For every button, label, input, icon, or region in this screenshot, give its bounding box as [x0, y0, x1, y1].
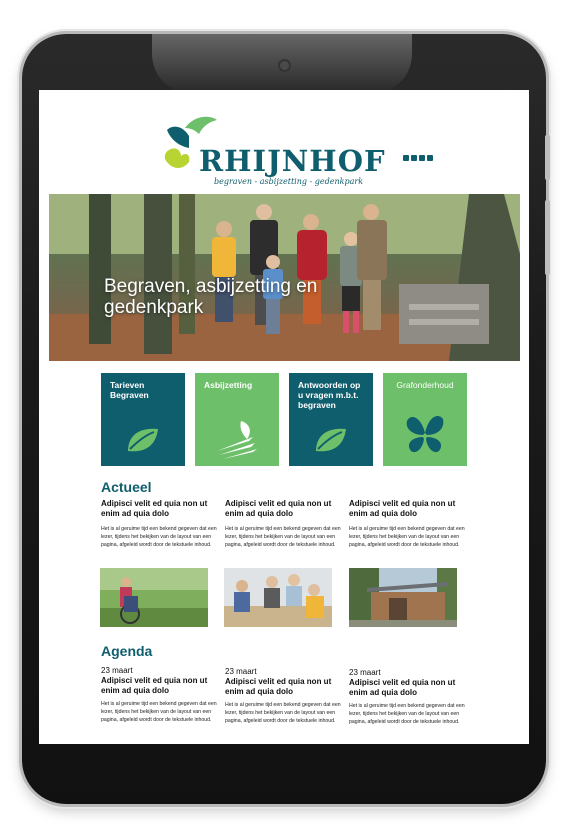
facebook-icon[interactable] — [403, 155, 409, 161]
leaf-icon — [126, 425, 160, 455]
news-photo-meeting[interactable] — [224, 568, 332, 627]
linkedin-icon[interactable] — [419, 155, 425, 161]
social-links — [403, 155, 433, 161]
agenda-title: Adipisci velit ed quia non ut enim ad quia dolo — [101, 676, 208, 695]
tile-asbijzetting[interactable] — [195, 373, 279, 466]
news-photo-wheelchair[interactable] — [100, 568, 208, 627]
tile-label: Tarieven Begraven — [110, 380, 149, 400]
leaf-icon — [314, 425, 348, 455]
tile-label: Grafonderhoud — [396, 380, 454, 390]
agenda-heading: Agenda — [101, 643, 153, 659]
hero-banner — [49, 194, 520, 361]
news-title: Adipisci velit ed quia non ut enim ad quia dolo — [101, 499, 208, 518]
hero-title: Begraven, asbijzetting en gedenkpark — [104, 276, 318, 318]
news-item[interactable] — [101, 499, 219, 549]
logo-wordmark: RHIJNHOF — [199, 144, 386, 178]
tile-tarieven-begraven[interactable] — [101, 373, 185, 466]
agenda-body: Het is al geruime tijd een bekend gegeven dat een lezer, tijdens het bekijken van de layout van een pagina, afgeleid wordt door de tekstuele inhoud. — [101, 701, 217, 723]
butterfly-icon — [403, 413, 447, 455]
agenda-title: Adipisci velit ed quia non ut enim ad quia dolo — [349, 678, 456, 697]
agenda-date: 23 maart — [225, 667, 257, 676]
news-body: Het is al geruime tijd een bekend gegeven dat een lezer, tijdens het bekijken van de layout van een pagina, afgeleid wordt door de tekstuele inhoud. — [349, 526, 465, 548]
agenda-item[interactable] — [225, 667, 343, 725]
news-item[interactable] — [349, 499, 467, 549]
news-body: Het is al geruime tijd een bekend gegeven dat een lezer, tijdens het bekijken van de layout van een pagina, afgeleid wordt door de tekstuele inhoud. — [101, 526, 217, 548]
tile-label: Asbijzetting — [204, 380, 253, 390]
news-item[interactable] — [225, 499, 343, 549]
agenda-date: 23 maart — [101, 666, 133, 675]
site-logo[interactable] — [159, 110, 386, 190]
actueel-heading: Actueel — [101, 479, 152, 495]
twitter-icon[interactable] — [427, 155, 433, 161]
volume-button — [545, 135, 550, 180]
agenda-date: 23 maart — [349, 668, 381, 677]
news-photo-building[interactable] — [349, 568, 457, 627]
instagram-icon[interactable] — [411, 155, 417, 161]
agenda-item[interactable] — [349, 668, 467, 726]
news-title: Adipisci velit ed quia non ut enim ad quia dolo — [349, 499, 456, 518]
agenda-title: Adipisci velit ed quia non ut enim ad quia dolo — [225, 677, 332, 696]
feather-leaf-icon — [213, 417, 261, 459]
news-body: Het is al geruime tijd een bekend gegeven dat een lezer, tijdens het bekijken van de layout van een pagina, afgeleid wordt door de tekstuele inhoud. — [225, 526, 341, 548]
webpage-screen — [39, 90, 529, 744]
photo-image — [224, 568, 332, 627]
photo-image — [100, 568, 208, 627]
power-button — [545, 200, 550, 275]
agenda-body: Het is al geruime tijd een bekend gegeven dat een lezer, tijdens het bekijken van de layout van een pagina, afgeleid wordt door de tekstuele inhoud. — [225, 702, 341, 724]
tile-label: Antwoorden op u vragen m.b.t. begraven — [298, 380, 361, 410]
news-title: Adipisci velit ed quia non ut enim ad quia dolo — [225, 499, 332, 518]
camera-icon — [278, 59, 291, 72]
agenda-item[interactable] — [101, 666, 219, 724]
tile-grafonderhoud[interactable] — [383, 373, 467, 466]
logo-tagline: begraven - asbijzetting - gedenkpark — [214, 177, 364, 186]
agenda-body: Het is al geruime tijd een bekend gegeven dat een lezer, tijdens het bekijken van de layout van een pagina, afgeleid wordt door de tekstuele inhoud. — [349, 703, 465, 725]
tile-antwoorden[interactable] — [289, 373, 373, 466]
photo-image — [349, 568, 457, 627]
